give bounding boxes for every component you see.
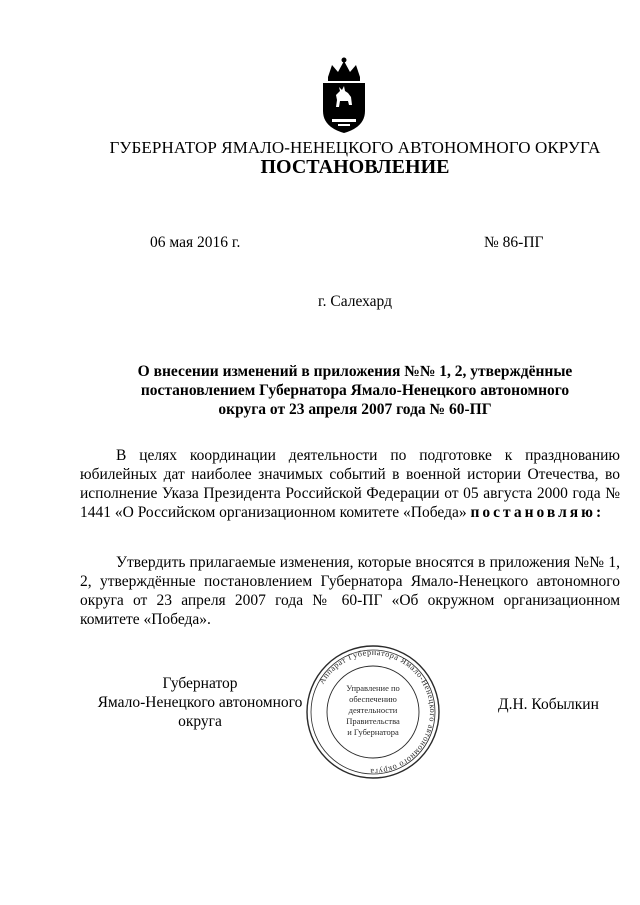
signatory-name: Д.Н. Кобылкин <box>498 696 599 713</box>
signatory-title-line: Ямало-Ненецкого автономного округа <box>97 694 303 730</box>
document-subject <box>110 362 600 419</box>
subject-line: округа от 23 апреля 2007 года № 60-ПГ <box>218 401 492 418</box>
preamble-text: В целях координации деятельности по подготовке к празднованию юбилейных дат наиболее значимых событий в военной истории Отечества, во исполнение Указа Президента Российской Федерации от 05 августа 2000 года № 1441 «О Российском организационном комитете «Победа» <box>80 447 620 521</box>
seal-center-line: Управление по <box>346 683 400 693</box>
signatory-title <box>80 674 320 731</box>
document-city: г. Салехард <box>318 293 392 310</box>
subject-line: О внесении изменений в приложения №№ 1, 2, утверждённые <box>137 363 573 380</box>
signatory-title-line: Губернатор <box>162 675 238 692</box>
seal-ring-text: Аппарат Губернатора Ямало-Ненецкого автономного округа <box>317 647 438 777</box>
seal-center-line: деятельности <box>348 705 398 715</box>
seal-center-line: Правительства <box>346 716 400 726</box>
preamble-paragraph <box>80 446 620 522</box>
document-date: 06 мая 2016 г. <box>150 234 241 251</box>
coat-of-arms-icon <box>318 55 370 137</box>
seal-center-line: и Губернатора <box>347 727 399 737</box>
issuer-heading: ГУБЕРНАТОР ЯМАЛО-НЕНЕЦКОГО АВТОНОМНОГО ОКРУГА <box>109 138 601 157</box>
seal-center-line: обеспечению <box>349 694 397 704</box>
document-type-title: ПОСТАНОВЛЕНИЕ <box>260 156 450 178</box>
subject-line: постановлением Губернатора Ямало-Ненецкого автономного <box>140 382 570 399</box>
document-number: № 86-ПГ <box>484 234 544 251</box>
resolution-paragraph: Утвердить прилагаемые изменения, которые вносятся в приложения №№ 1, 2, утверждённые постановлением Губернатора Ямало-Ненецкого автономного округа от 23 апреля 2007 года № 60-ПГ «Об окружном организационном комитете «Победа». <box>80 554 620 628</box>
official-seal-stamp <box>304 643 442 781</box>
resolution-keyword: постановляю: <box>470 504 605 521</box>
